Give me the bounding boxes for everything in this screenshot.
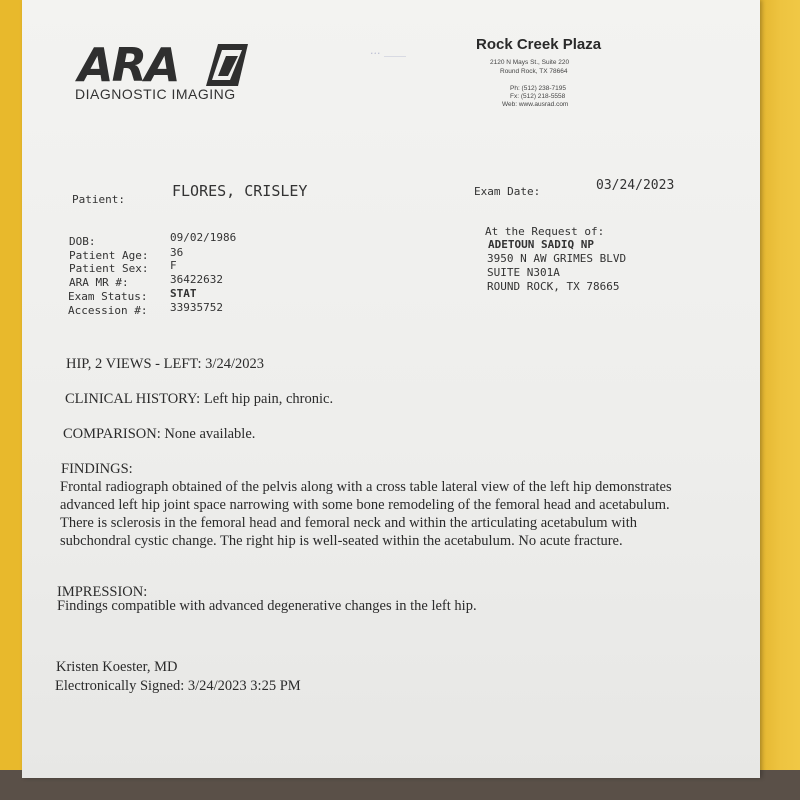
age-value: 36: [170, 246, 184, 259]
electronic-signature: Electronically Signed: 3/24/2023 3:25 PM: [55, 678, 301, 694]
location-phone: Ph: (512) 238-7195: [510, 85, 567, 92]
patient-name: FLORES, CRISLEY: [172, 182, 308, 200]
exam-date-label: Exam Date:: [474, 185, 541, 198]
requester-line3: ROUND ROCK, TX 78665: [487, 280, 620, 293]
exam-title: HIP, 2 VIEWS - LEFT: 3/24/2023: [66, 356, 264, 372]
location-address-line2: Round Rock, TX 78664: [500, 68, 568, 75]
status-value: STAT: [170, 287, 197, 300]
status-label: Exam Status:: [68, 290, 148, 303]
age-label: Patient Age:: [69, 249, 149, 262]
ara-logo-subtitle: DIAGNOSTIC IMAGING: [75, 86, 236, 102]
ara-logo-mark: ARA: [78, 38, 179, 92]
mr-label: ARA MR #:: [69, 276, 129, 289]
patient-label: Patient:: [72, 193, 125, 206]
requester-label: At the Request of:: [485, 225, 605, 238]
findings-text: Frontal radiograph obtained of the pelvis along with a cross table lateral view of the left hip demonstrates advanced left hip joint space narrowing with some bone remodeling of the femoral head and acetabulum. There is sclerosis in the femoral head and femoral neck and within the articulating acetabulum with subchondral cystic change. The right hip is well-seated within the acetabulum. No acute fracture.: [60, 479, 672, 549]
impression-text: Findings compatible with advanced degenerative changes in the left hip.: [57, 598, 477, 614]
requester-name: ADETOUN SADIQ NP: [488, 238, 594, 251]
location-name: Rock Creek Plaza: [476, 36, 602, 53]
location-fax: Fx: (512) 218-5558: [510, 93, 566, 100]
findings-heading: FINDINGS:: [61, 461, 133, 477]
signing-physician: Kristen Koester, MD: [56, 659, 178, 675]
sex-value: F: [170, 259, 177, 272]
requester-line1: 3950 N AW GRIMES BLVD: [487, 252, 627, 265]
requester-line2: SUITE N301A: [487, 266, 560, 279]
clinical-history-label: CLINICAL HISTORY:: [65, 391, 201, 407]
accession-value: 33935752: [170, 301, 223, 314]
mr-value: 36422632: [170, 273, 223, 286]
location-address-line1: 2120 N Mays St., Suite 220: [490, 59, 570, 66]
dob-label: DOB:: [69, 235, 96, 248]
clinical-history-value: Left hip pain, chronic.: [203, 391, 334, 407]
handwritten-note: ... ____: [370, 44, 406, 57]
ara-logo-swoosh-icon: [200, 44, 248, 86]
comparison: [63, 426, 255, 443]
impression-heading: IMPRESSION:: [57, 584, 148, 600]
comparison-value: None available.: [164, 426, 256, 442]
sex-label: Patient Sex:: [69, 262, 149, 275]
comparison-label: COMPARISON:: [63, 426, 161, 442]
dob-value: 09/02/1986: [170, 231, 237, 244]
accession-label: Accession #:: [68, 304, 148, 317]
location-web: Web: www.ausrad.com: [502, 101, 569, 108]
clinical-history: [65, 391, 333, 408]
exam-date-value: 03/24/2023: [596, 178, 675, 193]
